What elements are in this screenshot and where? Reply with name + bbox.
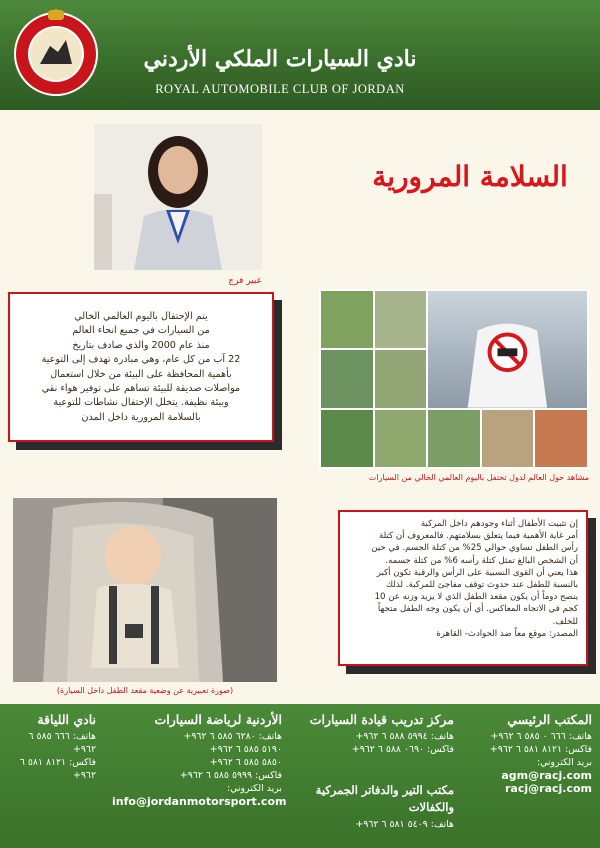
fitness-club-title: نادي اللياقة [37,712,96,727]
text-line: منذ عام 2000 والذي صادف بتاريخ [72,339,210,351]
text-line: يتم الإحتفال باليوم العالمي الخالي [74,311,208,322]
customs-office-phone: هاتف: ٥٤٠٩ ٥٨١ ٦ ٩٦٢+ [355,819,454,830]
author-photo [94,124,262,270]
text-line: من السيارات في جميع انحاء العالم [72,325,210,337]
photo-collage [319,289,589,469]
driving-center-phone: هاتف: ٥٩٩٤ ٥٨٨ ٦ ٩٦٢+ [355,731,454,742]
header-title-english: ROYAL AUTOMOBILE CLUB OF JORDAN [155,82,405,96]
main-office-title: المكتب الرئيسي [507,712,592,727]
club-logo [10,6,102,98]
child-safety-text-box [338,510,588,666]
motorsport-title: الأردنية لرياضة السيارات [154,712,282,727]
collage-photo [321,350,373,407]
text-line: للخلف. [552,616,578,627]
text-line: إن تثبيت الأطفال أثناء وجودهم داخل المركبة [420,519,578,529]
text-line: بالنسبة للطفل عند حدوث توقف مفاجئ للمركبة. لذلك [386,580,578,591]
text-line: ينصح دوماً أن يكون مقعد الطفل الذي لا يزيد وزنه عن 10 [374,592,578,603]
motorsport-email[interactable]: info@jordanmotorsport.com [112,795,287,808]
child-seat-caption: (صورة تعبيرية عن وضعية مقعد الطفل داخل السيارة) [56,686,234,695]
driving-center-fax: فاكس: ٠٦٩٠ ٥٨٨ ٦ ٩٦٢+ [351,744,454,755]
text-line: كجم في الاتجاه المعاكس. أي أن يكون وجه الطفل متجهاً [377,604,578,615]
author-name: عبير فرج [228,276,262,286]
main-office-contact [476,712,592,795]
header-title-arabic: نادي السيارات الملكي الأردني [143,46,417,72]
collage-photo [321,410,373,467]
fitness-club-fax: فاكس: ٨١٢١ ٥٨١ ٦ ٩٦٢+ [19,757,96,781]
driving-center-contact [304,712,454,756]
collage-photo [535,410,587,467]
main-office-email-1[interactable]: agm@racj.com [501,769,592,782]
text-line: وبيئة نظيفة. يتخلل الإحتفال نشاطات للتوعية [53,397,229,409]
text-line: بأهمية المحافظة على البيئة من خلال استعمال [50,368,232,380]
main-office-email-2[interactable]: racj@racj.com [505,782,592,795]
collage-photo [321,291,373,348]
driving-center-title: مركز تدريب قيادة السيارات [309,712,454,727]
motorsport-email-label: بريد الكتروني: [226,783,282,794]
text-line: مواصلات صديقة للبيئة تساهم على توفير هواء نقي [41,383,241,395]
text-line: المصدر: موقع معاً ضد الحوادث- القاهرة [436,628,578,639]
motorsport-contact [112,712,287,808]
collage-caption: مشاهد حول العالم لدول تحتفل باليوم العالمي الخالي من السيارات [368,473,589,482]
text-line: أن الشخص البالغ تمثل كتلة رأسه 6% من كتلة جسمه. [385,555,578,566]
text-line: 22 آب من كل عام، وهي مبادرة تهدف إلى التوعية [41,354,241,366]
collage-photo [482,410,534,467]
text-line: رأس الطفل تساوي حوالي 25% من كتلة الجسم. في حين [371,543,578,554]
main-office-fax: فاكس: ٨١٢١ ٥٨١ ٦ ٩٦٢+ [489,744,592,755]
collage-photo [375,350,427,407]
customs-office-title: مكتب التير والدفاتر الجمركية والكفالات [315,783,454,814]
collage-photo [375,291,427,348]
motorsport-phone-2: ٥١٩٠ ٥٨٥ ٦ ٩٦٢+ [209,744,282,755]
text-line: هذا يعني أن القوى النسبية على الرأس والرقبة تكون أكبر [376,567,578,578]
collage-photo [428,410,480,467]
motorsport-phone-1: هاتف: ٦٢٨٠ ٥٨٥ ٦ ٩٦٢+ [183,731,282,742]
header-banner [0,0,600,110]
motorsport-phone-3: ٥٨٥٠ ٥٨٥ ٦ ٩٦٢+ [209,757,282,768]
fitness-club-contact [10,712,96,782]
car-free-day-text-box [8,292,274,442]
main-office-email-label: بريد الكتروني: [536,757,592,768]
motorsport-fax: فاكس: ٥٩٩٩ ٥٨٥ ٦ ٩٦٢+ [179,770,282,781]
collage-main-photo [428,291,587,408]
text-line: أمر غاية الأهمية فيما يتعلق بسلامتهم. فالمعروف أن كتلة [378,531,578,542]
collage-photo [375,410,427,467]
child-seat-photo [13,498,277,682]
section-heading: السلامة المرورية [372,160,568,193]
fitness-club-phone: هاتف: ٦٦٦ ٥٨٥ ٦ ٩٦٢+ [28,731,96,755]
customs-office-contact [304,782,454,831]
main-office-phone: هاتف: ٦٦٦ ٠ ٥٨٥ ٦ ٩٦٢+ [490,731,592,742]
text-line: بالسلامة المرورية داخل المدن [81,411,201,423]
